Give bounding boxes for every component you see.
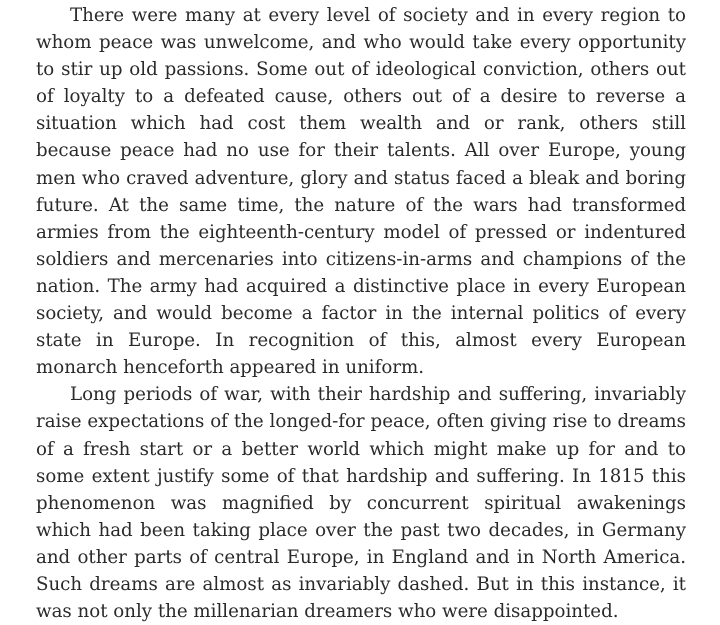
document-page [36, 2, 686, 625]
paragraph-1: There were many at every level of society and in every region to whom peace was unwelcome, and who would take every opportunity to stir up old passions. Some out of ideological conviction, others out of loyalty to a defeated cause, others out of a desire to reverse a situation which had cost them wealth and or rank, others still because peace had no use for their talents. All over Europe, young men who craved adventure, glory and status faced a bleak and boring future. At the same time, the nature of the wars had transformed armies from the eighteenth-century model of pressed or indentured soldiers and mercenaries into citizens-in-arms and champions of the nation. The army had acquired a distinctive place in every European society, and would become a factor in the internal politics of every state in Europe. In recognition of this, almost every European monarch henceforth appeared in uniform. [36, 5, 686, 379]
paragraph-2: Long periods of war, with their hardship and suffering, invariably raise expectations of the longed-for peace, often giving rise to dreams of a fresh start or a better world which might make up for and to some extent justify some of that hardship and suffering. In 1815 this phenomenon was magnified by concurrent spiritual awakenings which had been taking place over the past two decades, in Germany and other parts of central Europe, in England and in North America. Such dreams are almost as invariably dashed. But in this instance, it was not only the millenarian dreamers who were disappointed. [36, 384, 686, 623]
